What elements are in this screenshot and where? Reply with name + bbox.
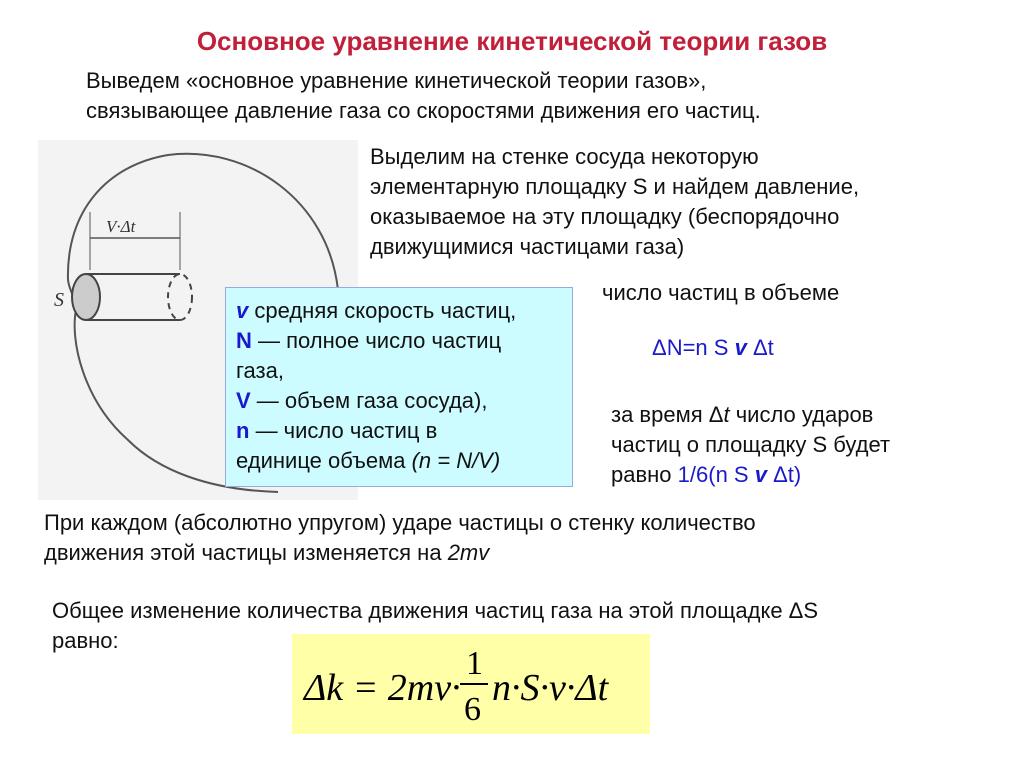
- impacts-line-1-pre: за время Δ: [611, 402, 724, 427]
- impacts-line-1: [611, 400, 890, 430]
- momentum-line-2: [44, 538, 756, 568]
- intro-line-1: Выведем «основное уравнение кинетической теории газов»,: [86, 68, 707, 93]
- count-formula: [652, 333, 774, 363]
- def-V: [236, 386, 562, 416]
- def-n-cont: [236, 446, 562, 476]
- momentum-text: [44, 508, 756, 568]
- impacts-line-1-t: t: [723, 402, 730, 427]
- count-label: число частиц в объеме: [602, 280, 840, 305]
- impacts-line-1-post: число ударов: [729, 402, 874, 427]
- def-N-cont: газа,: [236, 358, 284, 383]
- equation-box: [292, 634, 650, 734]
- count-formula-pre: ΔN=n S: [652, 335, 735, 360]
- impacts-line-3: [611, 460, 890, 490]
- impacts-text: [611, 400, 890, 490]
- label-vdt: V·Δt: [106, 217, 136, 236]
- description-line-1: Выделим на стенке сосуда некоторую: [370, 144, 759, 169]
- intro-line-2: связывающее давление газа со скоростями движения его частиц.: [86, 98, 761, 123]
- def-N-symbol: N: [236, 328, 252, 353]
- impacts-line-3-formula-pre: 1/6(n S: [677, 462, 755, 487]
- def-n-symbol: n: [236, 418, 250, 443]
- label-s: S: [54, 289, 64, 311]
- impacts-line-2: частиц о площадку S будет: [611, 432, 891, 457]
- def-n-formula: (n = N/V): [411, 448, 501, 473]
- impacts-line-3-formula-post: Δt): [766, 462, 802, 487]
- def-N-text: — полное число частиц: [251, 328, 502, 353]
- equation-denominator: 6: [464, 691, 481, 728]
- def-N: [236, 326, 562, 356]
- def-n-text: — число частиц в: [249, 418, 438, 443]
- description-line-4: движущимися частицами газа): [370, 234, 685, 259]
- description-line-2: элементарную площадку S и найдем давление,: [370, 174, 860, 199]
- description-text: [370, 142, 859, 262]
- definitions-box: [225, 287, 573, 487]
- def-V-text: — объем газа сосуда),: [250, 388, 488, 413]
- def-v-symbol: v: [236, 298, 249, 323]
- def-n: [236, 416, 562, 446]
- equation-numerator: 1: [466, 645, 483, 682]
- def-n-text-2: единице объема: [236, 448, 412, 473]
- impacts-line-3-pre: равно: [611, 462, 678, 487]
- total-line-1: Общее изменение количества движения частиц газа на этой площадке ΔS: [52, 598, 819, 623]
- count-formula-v: v: [734, 335, 747, 360]
- momentum-line-1: При каждом (абсолютно упругом) ударе частицы о стенку количество: [44, 510, 756, 535]
- momentum-value: 2mv: [447, 540, 490, 565]
- total-line-2: равно:: [52, 628, 119, 653]
- def-v: [236, 296, 562, 326]
- intro-text: [86, 66, 761, 126]
- equation-lhs: Δk = 2mv·: [304, 667, 461, 709]
- count-formula-post: Δt: [746, 335, 774, 360]
- impacts-line-3-v: v: [754, 462, 767, 487]
- def-V-symbol: V: [236, 388, 251, 413]
- equation-svg: [292, 634, 650, 734]
- page-title: Основное уравнение кинетической теории газов: [196, 26, 828, 56]
- momentum-line-2-pre: движения этой частицы изменяется на: [44, 540, 448, 565]
- description-line-3: оказываемое на эту площадку (беспорядочно: [370, 204, 840, 229]
- def-v-text: средняя скорость частиц,: [248, 298, 517, 323]
- area-s-ellipse: [72, 274, 100, 320]
- equation-rhs: n·S·v·Δt: [492, 667, 609, 709]
